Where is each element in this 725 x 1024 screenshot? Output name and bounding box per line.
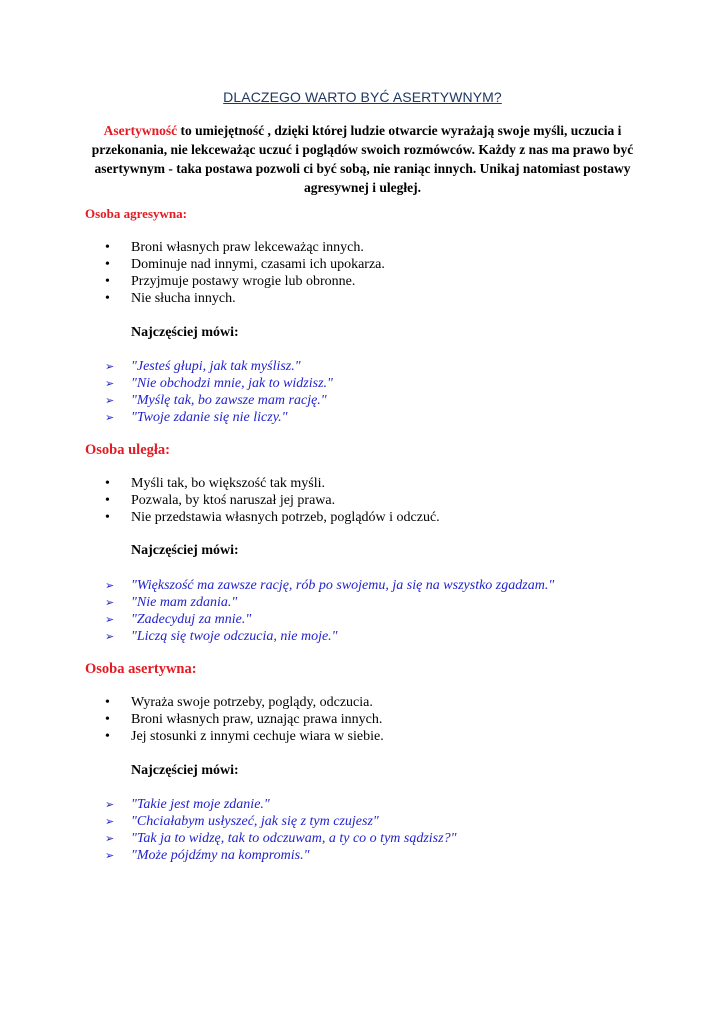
trait-text: Broni własnych praw lekceważąc innych. — [131, 240, 364, 255]
arrowhead-icon: ➢ — [105, 394, 115, 407]
list-item — [105, 492, 440, 509]
list-item — [105, 375, 333, 392]
quote-text: "Tak ja to widzę, tak to odczuwam, a ty co o tym sądzisz?" — [131, 831, 457, 846]
quote-text: "Twoje zdanie się nie liczy." — [131, 410, 288, 425]
bullet-dot-icon: • — [105, 729, 110, 744]
trait-text: Przyjmuje postawy wrogie lub obronne. — [131, 274, 356, 289]
bullet-dot-icon: • — [105, 257, 110, 272]
says-label-submissive: Najczęściej mówi: — [131, 543, 239, 558]
list-item — [105, 694, 384, 711]
section-heading-submissive: Osoba uległa: — [85, 442, 170, 458]
quote-text: "Jesteś głupi, jak tak myślisz." — [131, 359, 301, 374]
trait-text: Pozwala, by ktoś naruszał jej prawa. — [131, 493, 336, 508]
list-item — [105, 509, 440, 526]
quote-text: "Chciałabym usłyszeć, jak się z tym czujesz" — [131, 814, 379, 829]
arrowhead-icon: ➢ — [105, 411, 115, 424]
list-item — [105, 577, 554, 594]
trait-list-submissive — [105, 475, 440, 526]
bullet-dot-icon: • — [105, 291, 110, 306]
trait-list-aggressive — [105, 239, 385, 307]
intro-text: to umiejętność , dzięki której ludzie otwarcie wyrażają swoje myśli, uczucia i przekonania, nie lekceważąc uczuć i poglądów swoich rozmówców. Każdy z nas ma prawo być asertywnym - taka postawa pozwoli ci być sobą, nie raniąc innych. Unikaj natomiast postawy agresywnej i uległej. — [91, 123, 634, 195]
list-item — [105, 256, 385, 273]
trait-text: Nie słucha innych. — [131, 291, 236, 306]
arrowhead-icon: ➢ — [105, 815, 115, 828]
bullet-dot-icon: • — [105, 274, 110, 289]
quote-list-assertive — [105, 796, 456, 864]
says-label-assertive: Najczęściej mówi: — [131, 763, 239, 778]
list-item — [105, 796, 456, 813]
arrowhead-icon: ➢ — [105, 613, 115, 626]
page-title: DLACZEGO WARTO BYĆ ASERTYWNYM? — [223, 89, 502, 105]
list-item — [105, 728, 384, 745]
bullet-dot-icon: • — [105, 695, 110, 710]
list-item — [105, 409, 333, 426]
trait-text: Wyraża swoje potrzeby, poglądy, odczucia. — [131, 695, 373, 710]
list-item — [105, 813, 456, 830]
arrowhead-icon: ➢ — [105, 849, 115, 862]
trait-text: Dominuje nad innymi, czasami ich upokarza. — [131, 257, 385, 272]
arrowhead-icon: ➢ — [105, 377, 115, 390]
list-item — [105, 290, 385, 307]
section-heading-aggressive: Osoba agresywna: — [85, 206, 187, 221]
bullet-dot-icon: • — [105, 510, 110, 525]
trait-list-assertive — [105, 694, 384, 745]
bullet-dot-icon: • — [105, 240, 110, 255]
list-item — [105, 830, 456, 847]
quote-text: "Liczą się twoje odczucia, nie moje." — [131, 629, 338, 644]
arrowhead-icon: ➢ — [105, 579, 115, 592]
trait-text: Myśli tak, bo większość tak myśli. — [131, 476, 326, 491]
quote-text: "Może pójdźmy na kompromis." — [131, 848, 310, 863]
list-item — [105, 847, 456, 864]
trait-text: Broni własnych praw, uznając prawa innych. — [131, 712, 383, 727]
list-item — [105, 594, 554, 611]
intro-paragraph — [85, 121, 640, 197]
arrowhead-icon: ➢ — [105, 630, 115, 643]
quote-text: "Nie obchodzi mnie, jak to widzisz." — [131, 376, 333, 391]
arrowhead-icon: ➢ — [105, 596, 115, 609]
list-item — [105, 273, 385, 290]
quote-text: "Nie mam zdania." — [131, 595, 238, 610]
bullet-dot-icon: • — [105, 493, 110, 508]
quote-text: "Większość ma zawsze rację, rób po swojemu, ja się na wszystko zgadzam." — [131, 578, 555, 593]
quote-text: "Zadecyduj za mnie." — [131, 612, 252, 627]
list-item — [105, 239, 385, 256]
arrowhead-icon: ➢ — [105, 360, 115, 373]
list-item — [105, 392, 333, 409]
quote-list-aggressive — [105, 358, 333, 426]
arrowhead-icon: ➢ — [105, 798, 115, 811]
intro-highlight: Asertywność — [103, 123, 178, 138]
section-heading-assertive: Osoba asertywna: — [85, 661, 197, 677]
list-item — [105, 475, 440, 492]
says-label-aggressive: Najczęściej mówi: — [131, 325, 239, 340]
list-item — [105, 711, 384, 728]
quote-text: "Takie jest moje zdanie." — [131, 797, 270, 812]
list-item — [105, 611, 554, 628]
list-item — [105, 628, 554, 645]
trait-text: Nie przedstawia własnych potrzeb, poglądów i odczuć. — [131, 510, 440, 525]
bullet-dot-icon: • — [105, 712, 110, 727]
quote-text: "Myślę tak, bo zawsze mam rację." — [131, 393, 327, 408]
bullet-dot-icon: • — [105, 476, 110, 491]
quote-list-submissive — [105, 577, 554, 645]
trait-text: Jej stosunki z innymi cechuje wiara w siebie. — [131, 729, 384, 744]
list-item — [105, 358, 333, 375]
arrowhead-icon: ➢ — [105, 832, 115, 845]
